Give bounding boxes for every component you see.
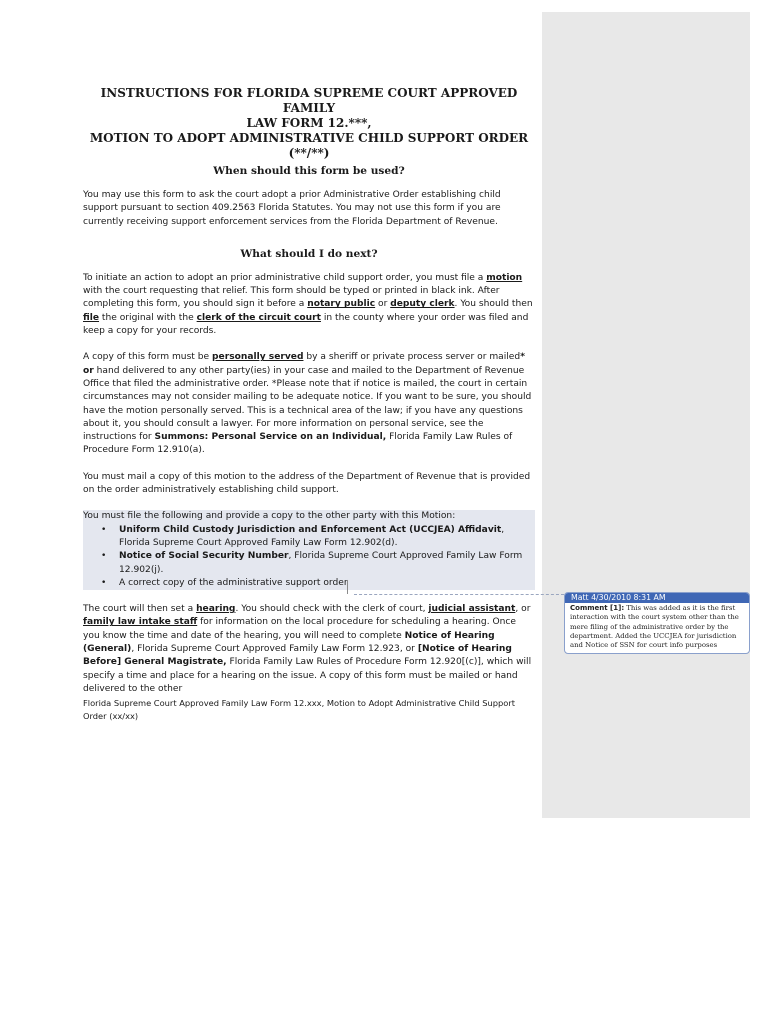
comment-anchor [347,580,348,594]
page-footer: Florida Supreme Court Approved Family Law Form 12.xxx, Motion to Adopt Administrative Child Support Order (xx/xx) [83,698,516,721]
list-item: • Uniform Child Custody Jurisdiction and Enforcement Act (UCCJEA) Affidavit, Florida Supreme Court Approved Family Law Form 12.902(d). [119,524,535,551]
comment-text: This was added as it is the first interaction with the court system other than the mere filing of the administrative order by the department. Added the UCCJEA for jurisdiction and Notice of SSN for court info purposes [570,604,739,650]
notary-public-link: notary public [307,299,376,310]
list-item: • A correct copy of the administrative support order [119,577,535,590]
clerk-link: clerk of the circuit court [196,312,321,323]
comment-leader-line [354,594,564,595]
comment-body [565,603,749,651]
title-line-4: (**/**) [288,146,330,160]
paragraph-mail: You must mail a copy of this motion to the address of the Department of Revenue that is provided on the order administratively establishing child support. [83,471,531,496]
personally-served-link: personally served [212,352,304,363]
hearing-link: hearing [196,604,236,615]
required-forms-list [83,524,535,590]
title-line-2: LAW FORM 12.***, [246,116,372,130]
intake-staff-link: family law intake staff [83,617,198,628]
judicial-assistant-link: judicial assistant [428,604,516,615]
title-line-3: MOTION TO ADOPT ADMINISTRATIVE CHILD SUPPORT ORDER [89,131,529,145]
commented-range [83,510,535,590]
motion-link: motion [486,272,523,283]
paragraph-hearing: The court will then set a hearing. You should check with the clerk of court, judicial assistant, or family law intake staff for information on the local procedure for scheduling a hearing. Once you know the time and date of the hearing, you will need to complete Notice of Hearing (General), Florida Supreme Court Approved Family Law Form 12.923, or [Notice of Hearing Before] General Magistrate, Florida Family Law Rules of Procedure Form 12.920[(c)], which will specify a time and place for a hearing on the issue. A copy of this form must be mailed or hand delivered to the other [83,604,532,694]
file-link: file [83,312,100,323]
heading-when: When should this form be used? [213,165,405,177]
comment-header: Matt 4/30/2010 8:31 AM [565,593,749,603]
heading-next: What should I do next? [240,247,378,260]
paragraph-when: You may use this form to ask the court adopt a prior Administrative Order establishing child support pursuant to section 409.2563 Florida Statutes. You may not use this form if you are currently receiving support enforcement services from the Florida Department of Revenue. [83,190,501,227]
comment-margin-panel [542,12,750,818]
comment-balloon[interactable] [564,592,750,654]
paragraph-service: A copy of this form must be personally served by a sheriff or private process server or mailed* or hand delivered to any other party(ies) in your case and mailed to the Department of Revenue Office that filed the administrative order. *Please note that if notice is mailed, the court in certain circumstances may not consider mailing to be adequate notice. If you want to be sure, you should have the motion personally served. This is a technical area of the law; if you have any questions about it, you should consult a lawyer. For more information on personal service, see the instructions for Summons: Personal Service on an Individual, Florida Family Law Rules of Procedure Form 12.910(a). [83,352,532,456]
document-title [83,86,535,161]
deputy-clerk-link: deputy clerk [390,299,455,310]
file-intro: You must file the following and provide a copy to the other party with this Motion: [83,511,456,522]
list-item: • Notice of Social Security Number, Florida Supreme Court Approved Family Law Form 12.902(j). [119,550,535,577]
document-body [83,86,535,696]
summons-reference: Summons: Personal Service on an Individual, [154,432,387,443]
title-line-1: INSTRUCTIONS FOR FLORIDA SUPREME COURT APPROVED FAMILY [100,86,518,115]
paragraph-next: To initiate an action to adopt an prior administrative child support order, you must file a motion with the court requesting that relief. This form should be typed or printed in black ink. After completing this form, you should sign it before a notary public or deputy clerk. You should then file the original with the clerk of the circuit court in the county where your order was filed and keep a copy for your records. [83,272,533,337]
comment-label: Comment [1]: [570,604,625,612]
